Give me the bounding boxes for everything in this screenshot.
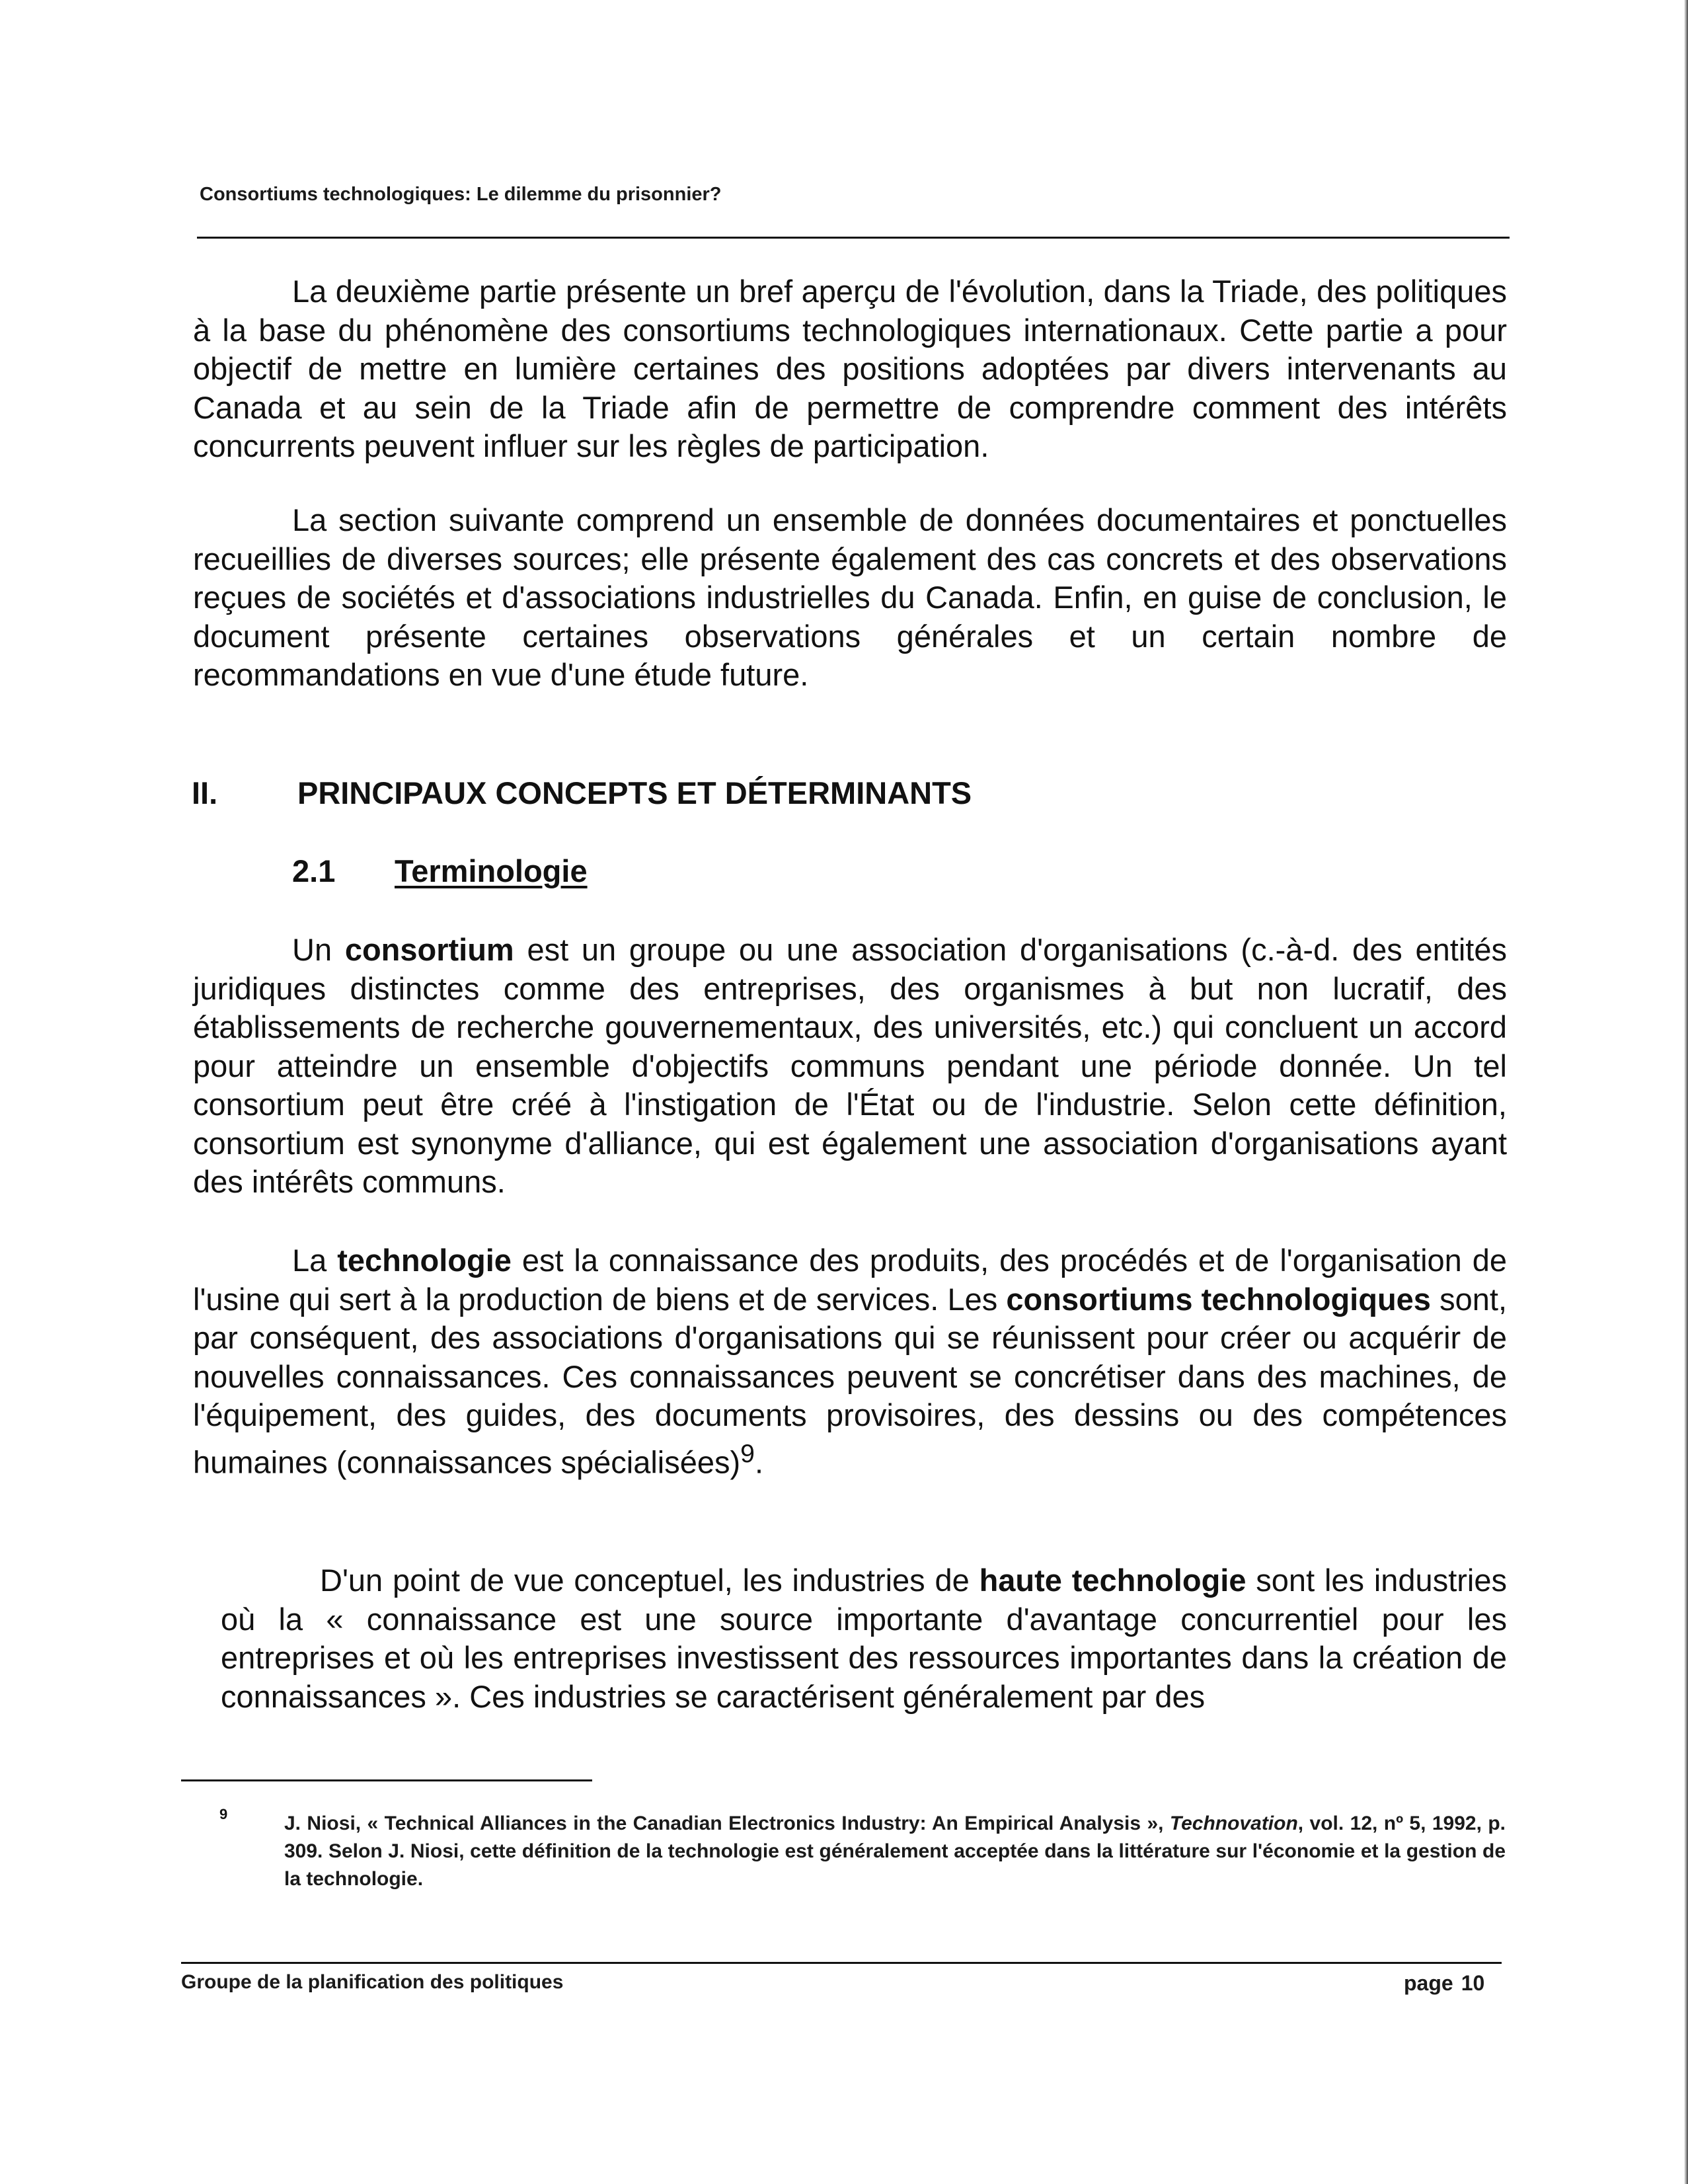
paragraph-high-technology <box>221 1561 1507 1716</box>
footnote-reference: 9 <box>740 1439 755 1468</box>
text-run: , vol. 12, nº 5, 1992, p. 309. Selon J. Niosi, cette définition de la technologie est généralement acceptée dans la littérature sur l'économie et la gestion de la technologie. <box>284 1813 1506 1890</box>
page-number <box>1404 1971 1484 1996</box>
term-technologie: technologie <box>337 1243 512 1278</box>
term-consortiums-technologiques: consortiums technologiques <box>1006 1281 1431 1317</box>
running-footer: Groupe de la planification des politiques <box>181 1971 564 1993</box>
paragraph-next-section: La section suivante comprend un ensemble de données documentaires et ponctuelles recueillies de diverses sources; elle présente également des cas concrets et des observations reçues de sociétés et d'associations industrielles du Canada. Enfin, en guise de conclusion, le document présente certaines observations générales et un certain nombre de recommandations en vue d'une étude future. <box>193 502 1507 692</box>
paragraph-part-two-overview: La deuxième partie présente un bref aperçu de l'évolution, dans la Triade, des politiques à la base du phénomène des consortiums technologiques internationaux. Cette partie a pour objectif de mettre en lumière certaines des positions adoptées par divers intervenants au Canada et au sein de la Triade afin de permettre de comprendre comment des intérêts concurrents peuvent influer sur les règles de participation. <box>193 274 1507 463</box>
paragraph-consortium-definition <box>193 931 1507 1202</box>
text-run: La <box>292 1243 338 1278</box>
section-heading <box>192 775 972 811</box>
text-run: sont les industries où la « connaissance est une source importante d'avantage concurrentiel pour les entreprises et où les entreprises investissent des ressources importantes dans la création de connaissances ». Ces industries se caractérisent généralement par des <box>221 1563 1507 1714</box>
text-run: . <box>754 1444 763 1480</box>
page-number-value: 10 <box>1461 1971 1485 1995</box>
subsection-heading <box>292 853 588 889</box>
subsection-number: 2.1 <box>292 853 336 888</box>
text-run: est un groupe ou une association d'organisations (c.-à-d. des entités juridiques distinctes comme des entreprises, des organismes à but non lucratif, des établissements de recherche gouvernementaux, des universités, etc.) qui concluent un accord pour atteindre un ensemble d'objectifs communs pendant une période donnée. Un tel consortium peut être créé à l'instigation de l'État ou de l'industrie. Selon cette définition, consortium est synonyme d'alliance, qui est également une association d'organisations ayant des intérêts communs. <box>193 932 1507 1199</box>
header-rule <box>197 237 1510 239</box>
page-label: page <box>1404 1971 1453 1995</box>
running-header: Consortiums technologiques: Le dilemme du prisonnier? <box>200 184 722 205</box>
footer-rule <box>181 1962 1502 1964</box>
term-haute-technologie: haute technologie <box>979 1563 1247 1598</box>
text-run: J. Niosi, « Technical Alliances in the Canadian Electronics Industry: An Empirical Analysis », <box>284 1813 1170 1834</box>
text-run: est la connaissance des produits, des procédés et de l'organisation de l'usine qui sert à la production de biens et de services. Les <box>193 1243 1507 1317</box>
text-run: Un <box>292 932 345 967</box>
section-title: PRINCIPAUX CONCEPTS ET DÉTERMINANTS <box>297 775 972 810</box>
journal-title: Technovation <box>1169 1813 1298 1834</box>
subsection-title: Terminologie <box>395 853 588 888</box>
term-consortium: consortium <box>344 932 514 967</box>
footnote-mark: 9 <box>219 1806 228 1822</box>
section-number: II. <box>192 775 218 810</box>
text-run: D'un point de vue conceptuel, les industries de <box>320 1563 979 1598</box>
paragraph-technology-definition <box>193 1241 1507 1482</box>
footnote-text <box>284 1810 1506 1893</box>
text-run: sont, par conséquent, des associations d'organisations qui se réunissent pour créer ou acquérir de nouvelles connaissances. Ces connaissances peuvent se concrétiser dans des machines, de l'équipement, des guides, des documents provisoires, des dessins ou des compétences humaines (connaissances spécialisées) <box>193 1281 1508 1480</box>
footnote-separator <box>181 1779 592 1781</box>
scan-edge <box>1684 0 1688 2184</box>
